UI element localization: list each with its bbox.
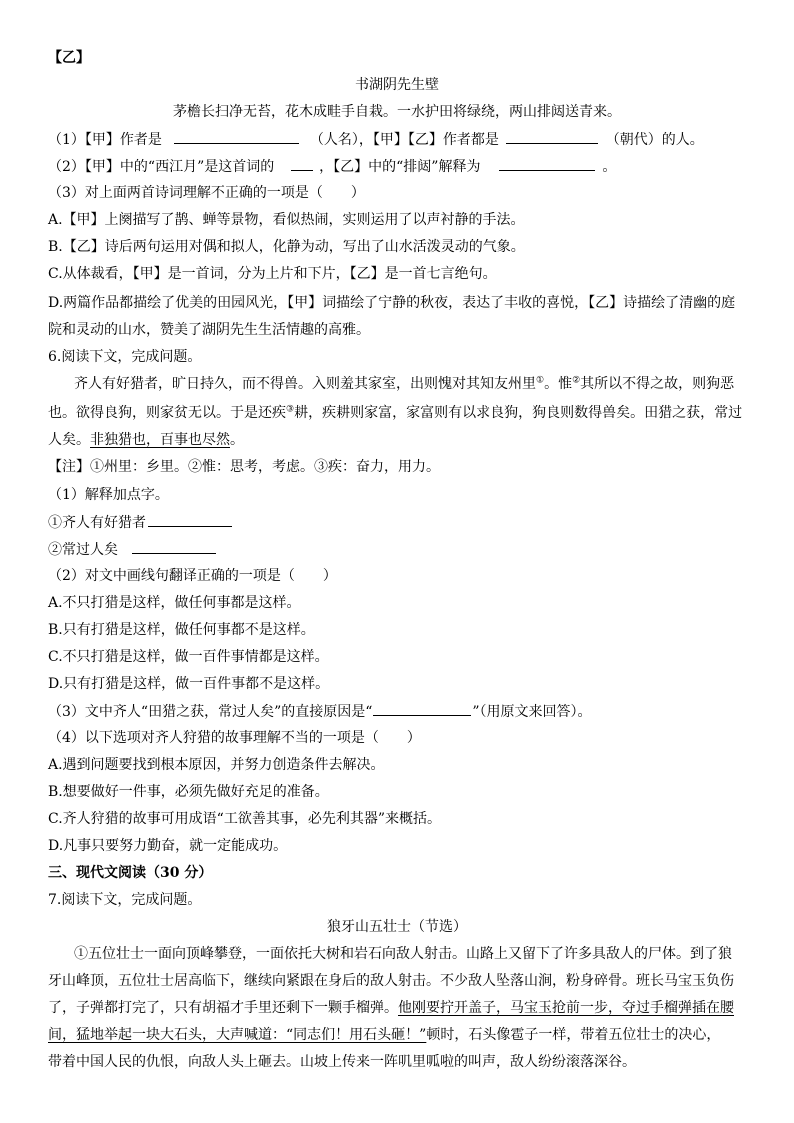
poem-b-label: 【乙】 xyxy=(48,50,90,66)
question-1-part-c: （朝代）的人。 xyxy=(605,132,704,148)
passage-6-line-1 xyxy=(74,375,774,393)
answer-blank[interactable] xyxy=(132,540,216,554)
question-7-stem: 7.阅读下文，完成问题。 xyxy=(48,892,202,908)
question-3-option-d-line-1: D.两篇作品都描绘了优美的田园风光，【甲】词描绘了宁静的秋夜，表达了丰收的喜悦，【乙】诗描绘了清幽的庭 xyxy=(48,295,736,311)
question-6-2-stem: （2）对文中画线句翻译正确的一项是（ ） xyxy=(48,568,337,584)
passage-6-line-3 xyxy=(48,431,748,449)
question-text: （3）文中齐人“田猎之获，常过人矣”的直接原因是“ xyxy=(48,704,373,720)
passage-6-text: 齐人有好猎者，旷日持久，而不得兽。入则羞其家室，出则愧对其知友州里 xyxy=(74,376,536,392)
question-2-part-a: （2）【甲】中的“西江月”是这首词的 xyxy=(48,159,275,175)
passage-7-line-1: ①五位壮士一面向顶峰攀登，一面依托大树和岩石向敌人射击。山路上又留下了许多具敌人的尸体。到了狼 xyxy=(74,946,732,962)
question-6-4-option-d: D.凡事只要努力勤奋，就一定能成功。 xyxy=(48,838,288,854)
passage-7-line-5: 带着中国人民的仇恨，向敌人头上砸去。山坡上传来一阵叽里呱啦的叫声，敌人纷纷滚落深谷。 xyxy=(48,1054,636,1070)
underlined-sentence: 间，猛地举起一块大石头，大声喊道：“同志们！用石头砸！” xyxy=(48,1027,427,1043)
passage-7-line-3 xyxy=(48,999,748,1017)
item-text: ①齐人有好猎者 xyxy=(48,515,146,531)
question-6-4-option-b: B.想要做好一件事，必须先做好充足的准备。 xyxy=(48,784,329,800)
answer-blank[interactable] xyxy=(148,513,232,527)
question-6-stem: 6.阅读下文，完成问题。 xyxy=(48,349,202,365)
question-6-4-stem: （4）以下选项对齐人狩猎的故事理解不当的一项是（ ） xyxy=(48,730,421,746)
question-3-option-a: A.【甲】上阕描写了鹊、蝉等景物，看似热闹，实则运用了以声衬静的手法。 xyxy=(48,212,525,228)
passage-7-text: 了，子弹都打完了，只有胡福才手里还剩下一颗手榴弹。 xyxy=(48,1000,398,1016)
underlined-sentence: 非独猎也，百事也尽然 xyxy=(90,432,230,448)
question-6-1-stem: （1）解释加点字。 xyxy=(48,487,169,503)
author-name-blank[interactable] xyxy=(174,130,299,144)
question-3-option-c: C.从体裁看，【甲】是一首词，分为上片和下片，【乙】是一首七言绝句。 xyxy=(48,266,497,282)
question-1-part-b: （人名），【甲】【乙】作者都是 xyxy=(309,132,499,148)
question-6-3-line xyxy=(48,702,748,721)
passage-7-line-4 xyxy=(48,1026,748,1044)
passage-6-text: 人矣。 xyxy=(48,432,90,448)
question-2-part-b: ，【乙】中的“排闼”解释为 xyxy=(319,159,481,175)
question-3-option-b: B.【乙】诗后两句运用对偶和拟人，化静为动，写出了山水活泼灵动的气象。 xyxy=(48,239,525,255)
poem-b-text: 茅檐长扫净无苔，花木成畦手自栽。一水护田将绿绕，两山排闼送青来。 xyxy=(173,104,621,120)
passage-6-text: 。惟 xyxy=(544,376,573,392)
tune-name-blank[interactable] xyxy=(291,157,313,171)
footnote-marker: ① xyxy=(536,375,545,386)
footnote-marker: ③ xyxy=(286,404,295,415)
question-6-1-item-1 xyxy=(48,513,748,532)
item-text: ②常过人矣 xyxy=(48,542,118,558)
passage-6-text: 。 xyxy=(230,432,244,448)
question-6-2-option-d: D.只有打猎是这样，做一百件事都不是这样。 xyxy=(48,676,330,692)
question-6-2-option-b: B.只有打猎是这样，做任何事都不是这样。 xyxy=(48,622,315,638)
question-3-stem: （3）对上面两首诗词理解不正确的一项是（ ） xyxy=(48,185,365,201)
passage-6-line-2 xyxy=(48,404,748,422)
passage-7-title: 狼牙山五壮士（节选） xyxy=(327,919,467,935)
question-1-part-a: （1）【甲】作者是 xyxy=(48,132,162,148)
annotation-note: 【注】①州里：乡里。②惟：思考，考虑。③疾：奋力，用力。 xyxy=(48,459,440,475)
question-6-2-option-c: C.不只打猎是这样，做一百件事情都是这样。 xyxy=(48,649,329,665)
question-6-4-option-c: C.齐人狩猎的故事可用成语“工欲善其事，必先利其器”来概括。 xyxy=(48,811,441,827)
footnote-marker: ② xyxy=(572,375,581,386)
question-2-line xyxy=(48,157,748,176)
passage-6-text: 耕，疾耕则家富，家富则有以求良狗，狗良则数得兽矣。田猎之获，常过 xyxy=(294,405,743,421)
question-text: ”（用原文来回答）。 xyxy=(472,704,592,720)
question-6-1-item-2 xyxy=(48,540,748,559)
underlined-sentence: 他刚要拧开盖子，马宝玉抢前一步，夺过手榴弹插在腰 xyxy=(398,1000,734,1016)
passage-7-line-2: 牙山峰顶，五位壮士居高临下，继续向紧跟在身后的敌人射击。不少敌人坠落山涧，粉身碎骨。班长马宝玉负伤 xyxy=(48,973,734,989)
question-3-option-d-line-2: 院和灵动的山水，赞美了湖阴先生生活情趣的高雅。 xyxy=(48,322,370,338)
explanation-blank[interactable] xyxy=(499,157,595,171)
passage-6-text: 其所以不得之故，则狗恶 xyxy=(580,376,735,392)
question-6-2-option-a: A.不只打猎是这样，做任何事都是这样。 xyxy=(48,595,301,611)
section-3-heading: 三、现代文阅读（30 分） xyxy=(48,865,213,881)
reason-blank[interactable] xyxy=(373,702,471,716)
passage-6-text: 也。欲得良狗，则家贫无以。于是还疾 xyxy=(48,405,286,421)
question-1-line xyxy=(48,130,748,149)
passage-7-text: 顿时，石头像雹子一样，带着五位壮士的决心， xyxy=(426,1027,721,1043)
question-2-part-c: 。 xyxy=(602,159,617,175)
question-6-4-option-a: A.遇到问题要找到根本原因，并努力创造条件去解决。 xyxy=(48,757,385,773)
dynasty-blank[interactable] xyxy=(506,130,598,144)
poem-b-title: 书湖阴先生壁 xyxy=(355,77,439,93)
